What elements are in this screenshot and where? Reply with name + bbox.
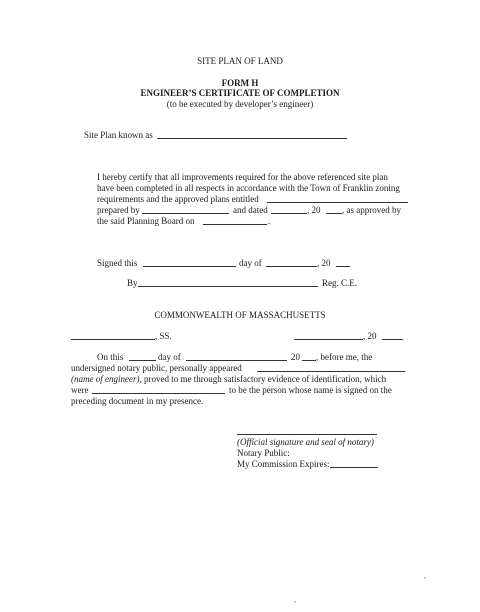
dated-year-field[interactable]	[326, 213, 342, 214]
notary-line-3-rest: , proved to me through satisfactory evidence of identification, which	[139, 374, 387, 384]
scan-speck	[294, 601, 296, 603]
notary-public-label: Notary Public:	[237, 448, 290, 458]
signed-this-label: Signed this	[97, 258, 138, 268]
and-dated-label: and dated	[233, 205, 268, 215]
engineer-signature-field[interactable]	[138, 286, 318, 287]
official-signature-label: (Official signature and seal of notary)	[237, 437, 374, 447]
commission-expires-label: My Commission Expires:	[237, 459, 330, 469]
scan-speck	[424, 577, 426, 579]
notary-signature-field[interactable]	[237, 434, 377, 435]
county-field[interactable]	[71, 339, 155, 340]
signed-year-field[interactable]	[336, 266, 350, 267]
prepared-by-field[interactable]	[142, 213, 229, 214]
by-label: By	[127, 278, 138, 288]
on-this-label: On this	[97, 352, 124, 362]
name-of-engineer: (name of engineer)	[71, 374, 140, 384]
commonwealth-heading: COMMONWEALTH OF MASSACHUSETTS	[154, 310, 326, 320]
planning-board-date-field[interactable]	[203, 224, 267, 225]
were-label: were	[71, 385, 89, 395]
cert-line-1: I hereby certify that all improvements required for the above referenced site plan	[97, 172, 388, 182]
notary-year-field[interactable]	[382, 339, 403, 340]
before-me-label: , before me, the	[316, 352, 373, 362]
form-label: FORM H	[221, 78, 259, 88]
form-subtitle: (to be executed by developer’s engineer)	[166, 99, 314, 109]
form-title: ENGINEER’S CERTIFICATE OF COMPLETION	[140, 88, 340, 98]
notary-year-suffix-field[interactable]	[302, 360, 316, 361]
notary-line-3	[71, 374, 386, 385]
notary-day-of-label: day of	[158, 352, 181, 362]
signed-day-field[interactable]	[143, 266, 236, 267]
twenty-label: 20	[291, 352, 300, 362]
prepared-by-label: prepared by	[97, 205, 140, 215]
signed-month-field[interactable]	[266, 266, 317, 267]
planning-board-label: the said Planning Board on	[97, 216, 195, 226]
cert-line-2: have been completed in all respects in accordance with the Town of Franklin zoning	[97, 183, 400, 193]
plans-entitled-field[interactable]	[267, 202, 408, 203]
notary-line-5: preceding document in my presence.	[71, 396, 204, 406]
reg-ce-label: Reg. C.E.	[322, 278, 357, 288]
notary-month-field[interactable]	[186, 360, 287, 361]
document-title: SITE PLAN OF LAND	[197, 56, 283, 66]
site-plan-label: Site Plan known as	[84, 130, 153, 140]
ss-label: , SS.	[155, 331, 172, 341]
commission-expires-field[interactable]	[330, 467, 378, 468]
notary-date-field[interactable]	[294, 339, 363, 340]
identification-field[interactable]	[92, 393, 225, 394]
dated-field[interactable]	[271, 213, 307, 214]
notary-year-prefix: , 20	[363, 331, 377, 341]
on-this-day-field[interactable]	[129, 360, 156, 361]
notary-line-2: undersigned notary public, personally appeared	[71, 363, 242, 373]
to-be-person-label: to be the person whose name is signed on the	[229, 385, 392, 395]
site-plan-name-field[interactable]	[157, 138, 347, 139]
signed-year-prefix: , 20	[317, 258, 331, 268]
appeared-name-field[interactable]	[257, 371, 405, 372]
signed-day-of-label: day of	[239, 258, 262, 268]
as-approved-by: , as approved by	[342, 205, 401, 215]
year-prefix-1: , 20	[307, 205, 321, 215]
end-period: .	[268, 216, 271, 226]
cert-line-3: requirements and the approved plans entitled	[97, 194, 259, 204]
